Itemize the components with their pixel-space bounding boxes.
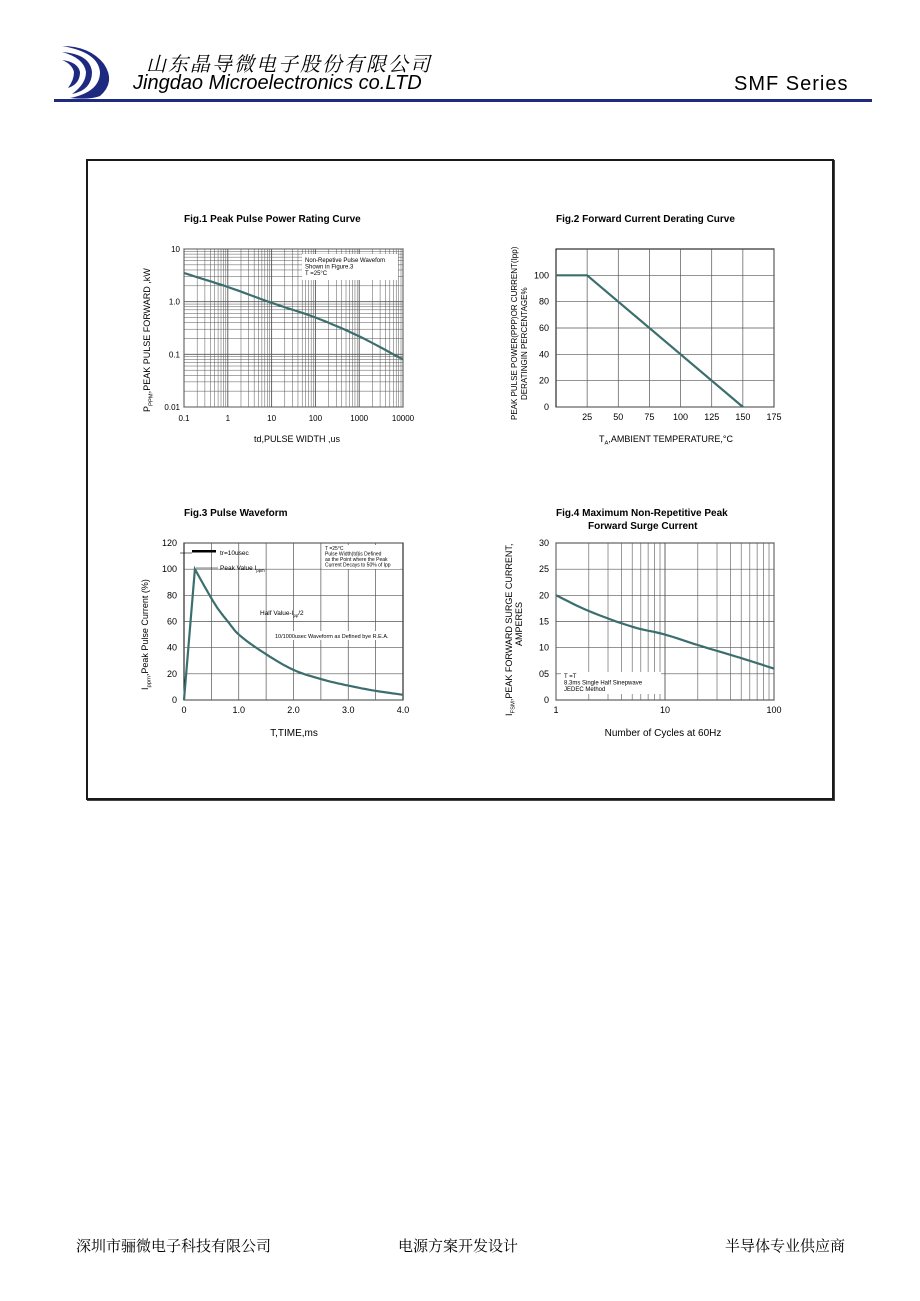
fig1-y-tick-label: 0.1 [168, 350, 180, 360]
fig4-y-tick-label: 25 [538, 564, 549, 575]
fig3-title: Fig.3 Pulse Waveform [184, 508, 288, 519]
footer-right: 半导体专业供应商 [725, 1237, 846, 1255]
fig2-y-tick-label: 60 [538, 323, 549, 333]
fig4-y-tick-label: 0 [543, 695, 549, 705]
fig3-y-tick-label: 40 [166, 642, 177, 653]
fig3-x-label: T,TIME,ms [270, 728, 318, 739]
fig1-y-label: $P_{PPM},PEAK$ PULSE FORWARD ,kW [142, 268, 155, 412]
fig3-y-label: $I_{ppm},Peak$ Pulse Current (%) [140, 579, 153, 690]
fig2-x-tick-label: 100 [673, 412, 689, 422]
fig1-y-tick-label: 1.0 [168, 297, 180, 307]
fig2-x-tick-label: 25 [582, 412, 593, 422]
fig4-annotation: 8.3ms Single Half Sinepwave [564, 680, 643, 687]
fig3-tr-label: tr=10usec [220, 550, 249, 557]
fig1-x-tick-label: 10 [267, 414, 277, 423]
company-name-cn: 山东晶导微电子股份有限公司 [146, 52, 432, 76]
fig4-annotation: JEDEC Method [564, 687, 606, 693]
fig3-half-label: Half Value-$I_{pp}/2$ [260, 610, 304, 618]
fig4-title-2: Forward Surge Current [588, 521, 698, 532]
fig4-x-label: Number of Cycles at 60Hz [604, 728, 722, 739]
fig2-y-tick-label: 80 [538, 296, 549, 307]
fig4-x-tick-label: 100 [766, 705, 782, 715]
fig4-x-tick-label: 1 [553, 705, 559, 715]
fig3-y-tick-label: 20 [166, 668, 177, 679]
fig1-x-tick-label: 1000 [350, 414, 369, 423]
fig3-peak-label: Peak Value $I_{ppm}$ [220, 565, 265, 573]
fig2-x-tick-label: 150 [735, 412, 751, 422]
fig1-y-tick-label: 10 [171, 245, 180, 254]
fig2-title: Fig.2 Forward Current Derating Curve [556, 214, 735, 225]
fig1-annotation: T =25°C [305, 271, 328, 277]
fig4-annotation: T =T [564, 674, 577, 680]
fig1-x-tick-label: 10000 [391, 414, 415, 423]
fig2-x-tick-label: 75 [644, 412, 655, 422]
fig4-y-tick-label: 15 [538, 616, 549, 627]
fig2-y-label-1: PEAK PULSE POWER(PPP)OR CURRENT(Ipp) [510, 246, 519, 420]
fig4-y-label-2: AMPERES [514, 601, 524, 646]
fig3-x-tick-label: 2.0 [287, 705, 300, 715]
fig3-x-tick-label: 0 [181, 705, 187, 715]
fig2-y-tick-label: 40 [538, 349, 549, 360]
fig3-note: T =25°C [325, 546, 344, 552]
company-name-en: Jingdao Microelectronics co.LTD [133, 72, 422, 94]
fig3-y-tick-label: 60 [166, 616, 177, 627]
series-label: SMF Series [734, 73, 849, 95]
footer-left: 深圳市骊微电子科技有限公司 [76, 1237, 272, 1255]
fig3-y-tick-label: 120 [161, 538, 177, 548]
fig2-y-tick-label: 100 [533, 270, 549, 281]
fig1-annotation: Non-Repetive Pulse Wavefom [305, 258, 386, 264]
fig2-x-tick-label: 175 [766, 412, 782, 422]
fig1-y-tick-label: 0.01 [164, 403, 180, 412]
fig4-title-1: Fig.4 Maximum Non-Repetitive Peak [556, 508, 728, 519]
fig3-tr-marker [192, 550, 216, 553]
fig3-x-tick-label: 3.0 [341, 705, 355, 715]
fig1-x-label: td,PULSE WIDTH ,us [253, 434, 341, 444]
fig3-x-tick-label: 1.0 [232, 705, 246, 715]
fig2-y-label-2: DERATINGIN PERCENTAGE% [520, 287, 529, 400]
fig3-note: Pulse Width(td)is Defined [325, 551, 382, 558]
fig3-y-tick-label: 0 [171, 695, 177, 705]
fig3-note: Current Decays to 50% of Ipp [325, 562, 391, 569]
footer-center: 电源方案开发设计 [398, 1237, 519, 1255]
fig1-x-tick-label: 100 [308, 414, 323, 423]
fig2-x-label: $T_A,AMBIENT$ TEMPERATURE,°C [599, 434, 734, 447]
fig3-x-tick-label: 4.0 [396, 705, 410, 715]
fig1-x-tick-label: 1 [225, 414, 231, 423]
fig3-y-tick-label: 80 [166, 590, 177, 601]
fig1-annotation: Shown in Figure.3 [305, 264, 354, 271]
fig4-y-label-1: $I_{FSM},PEAK$ FORWARD SURGE CURRENT, [504, 543, 517, 716]
fig2-y-tick-label: 20 [538, 375, 549, 386]
fig3-y-tick-label: 100 [161, 564, 177, 575]
fig4-y-tick-label: 30 [538, 538, 549, 548]
fig4-x-tick-label: 10 [659, 705, 671, 715]
fig1-title: Fig.1 Peak Pulse Power Rating Curve [184, 214, 361, 225]
fig2-x-tick-label: 50 [613, 412, 624, 422]
fig4-y-tick-label: 20 [538, 590, 549, 601]
fig3-note: as the Point where the Peak [325, 557, 388, 563]
fig2-y-tick-label: 0 [543, 402, 549, 412]
fig2-x-tick-label: 125 [704, 412, 720, 422]
fig4-y-tick-label: 05 [538, 668, 549, 679]
fig3-waveform-label: 10/1000usec Waveform as Defined bye R.E.A. [275, 634, 389, 640]
fig4-y-tick-label: 10 [538, 642, 549, 653]
fig1-x-tick-label: 0.1 [178, 414, 190, 423]
